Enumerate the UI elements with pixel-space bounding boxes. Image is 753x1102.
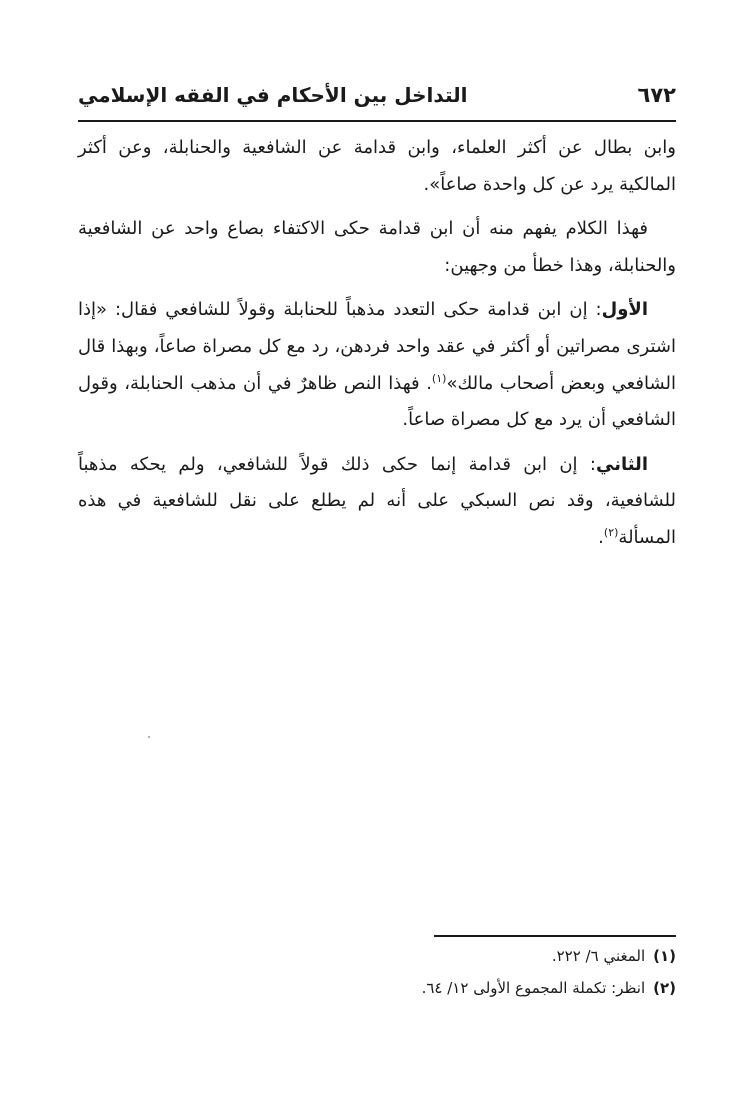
- point-heading-second: الثاني: [595, 453, 648, 475]
- running-title: التداخل بين الأحكام في الفقه الإسلامي: [78, 83, 468, 107]
- footnote-number: (١): [653, 947, 676, 965]
- paragraph-4-text-b: .: [598, 526, 604, 548]
- footnote-ref-1[interactable]: (١): [431, 371, 447, 385]
- header-rule: [78, 120, 676, 122]
- footnotes: [78, 940, 676, 1004]
- footnote-number: (٢): [653, 979, 676, 997]
- paragraph-4: [78, 447, 676, 557]
- paragraph-1: وابن بطال عن أكثر العلماء، وابن قدامة عن الشافعية والحنابلة، وعن أكثر المالكية يرد عن كل واحدة صاعاً».: [78, 137, 676, 195]
- footnote-rule: [434, 935, 676, 937]
- paragraph-3-text-a: : إن ابن قدامة حكى التعدد مذهباً للحنابلة وقولاً للشافعي فقال: «إذا اشترى مصراتين أو أكثر في عقد واحد فردهن، رد مع كل مصراة صاعاً، وبهذا قال الشافعي وبعض أصحاب مالك»: [78, 299, 676, 394]
- paragraph-3: [78, 292, 676, 438]
- footnote-text: انظر: تكملة المجموع الأولى ١٢/ ٦٤.: [421, 979, 646, 997]
- point-heading-first: الأول: [601, 299, 648, 321]
- scan-speck: [148, 736, 150, 738]
- footnote-ref-2[interactable]: (٢): [603, 525, 619, 539]
- page-header: [78, 80, 676, 116]
- page-number: ٦٧٢: [637, 83, 676, 107]
- footnote-2: [78, 972, 676, 1004]
- footnote-text: المغني ٦/ ٢٢٢.: [551, 947, 646, 965]
- paragraph-4-text-a: : إن ابن قدامة إنما حكى ذلك قولاً للشافعي، ولم يحكه مذهباً للشافعية، وقد نص السبكي على أنه لم يطلع على نقل للشافعية في هذه المسألة: [78, 453, 676, 548]
- main-text: [78, 130, 676, 565]
- paragraph-2: فهذا الكلام يفهم منه أن ابن قدامة حكى الاكتفاء بصاع واحد عن الشافعية والحنابلة، وهذا خطأ من وجهين:: [78, 218, 676, 276]
- paragraph-3-text-b: . فهذا النص ظاهرٌ في أن مذهب الحنابلة، وقول الشافعي أن يرد مع كل مصراة صاعاً.: [78, 372, 676, 431]
- footnote-1: [78, 940, 676, 972]
